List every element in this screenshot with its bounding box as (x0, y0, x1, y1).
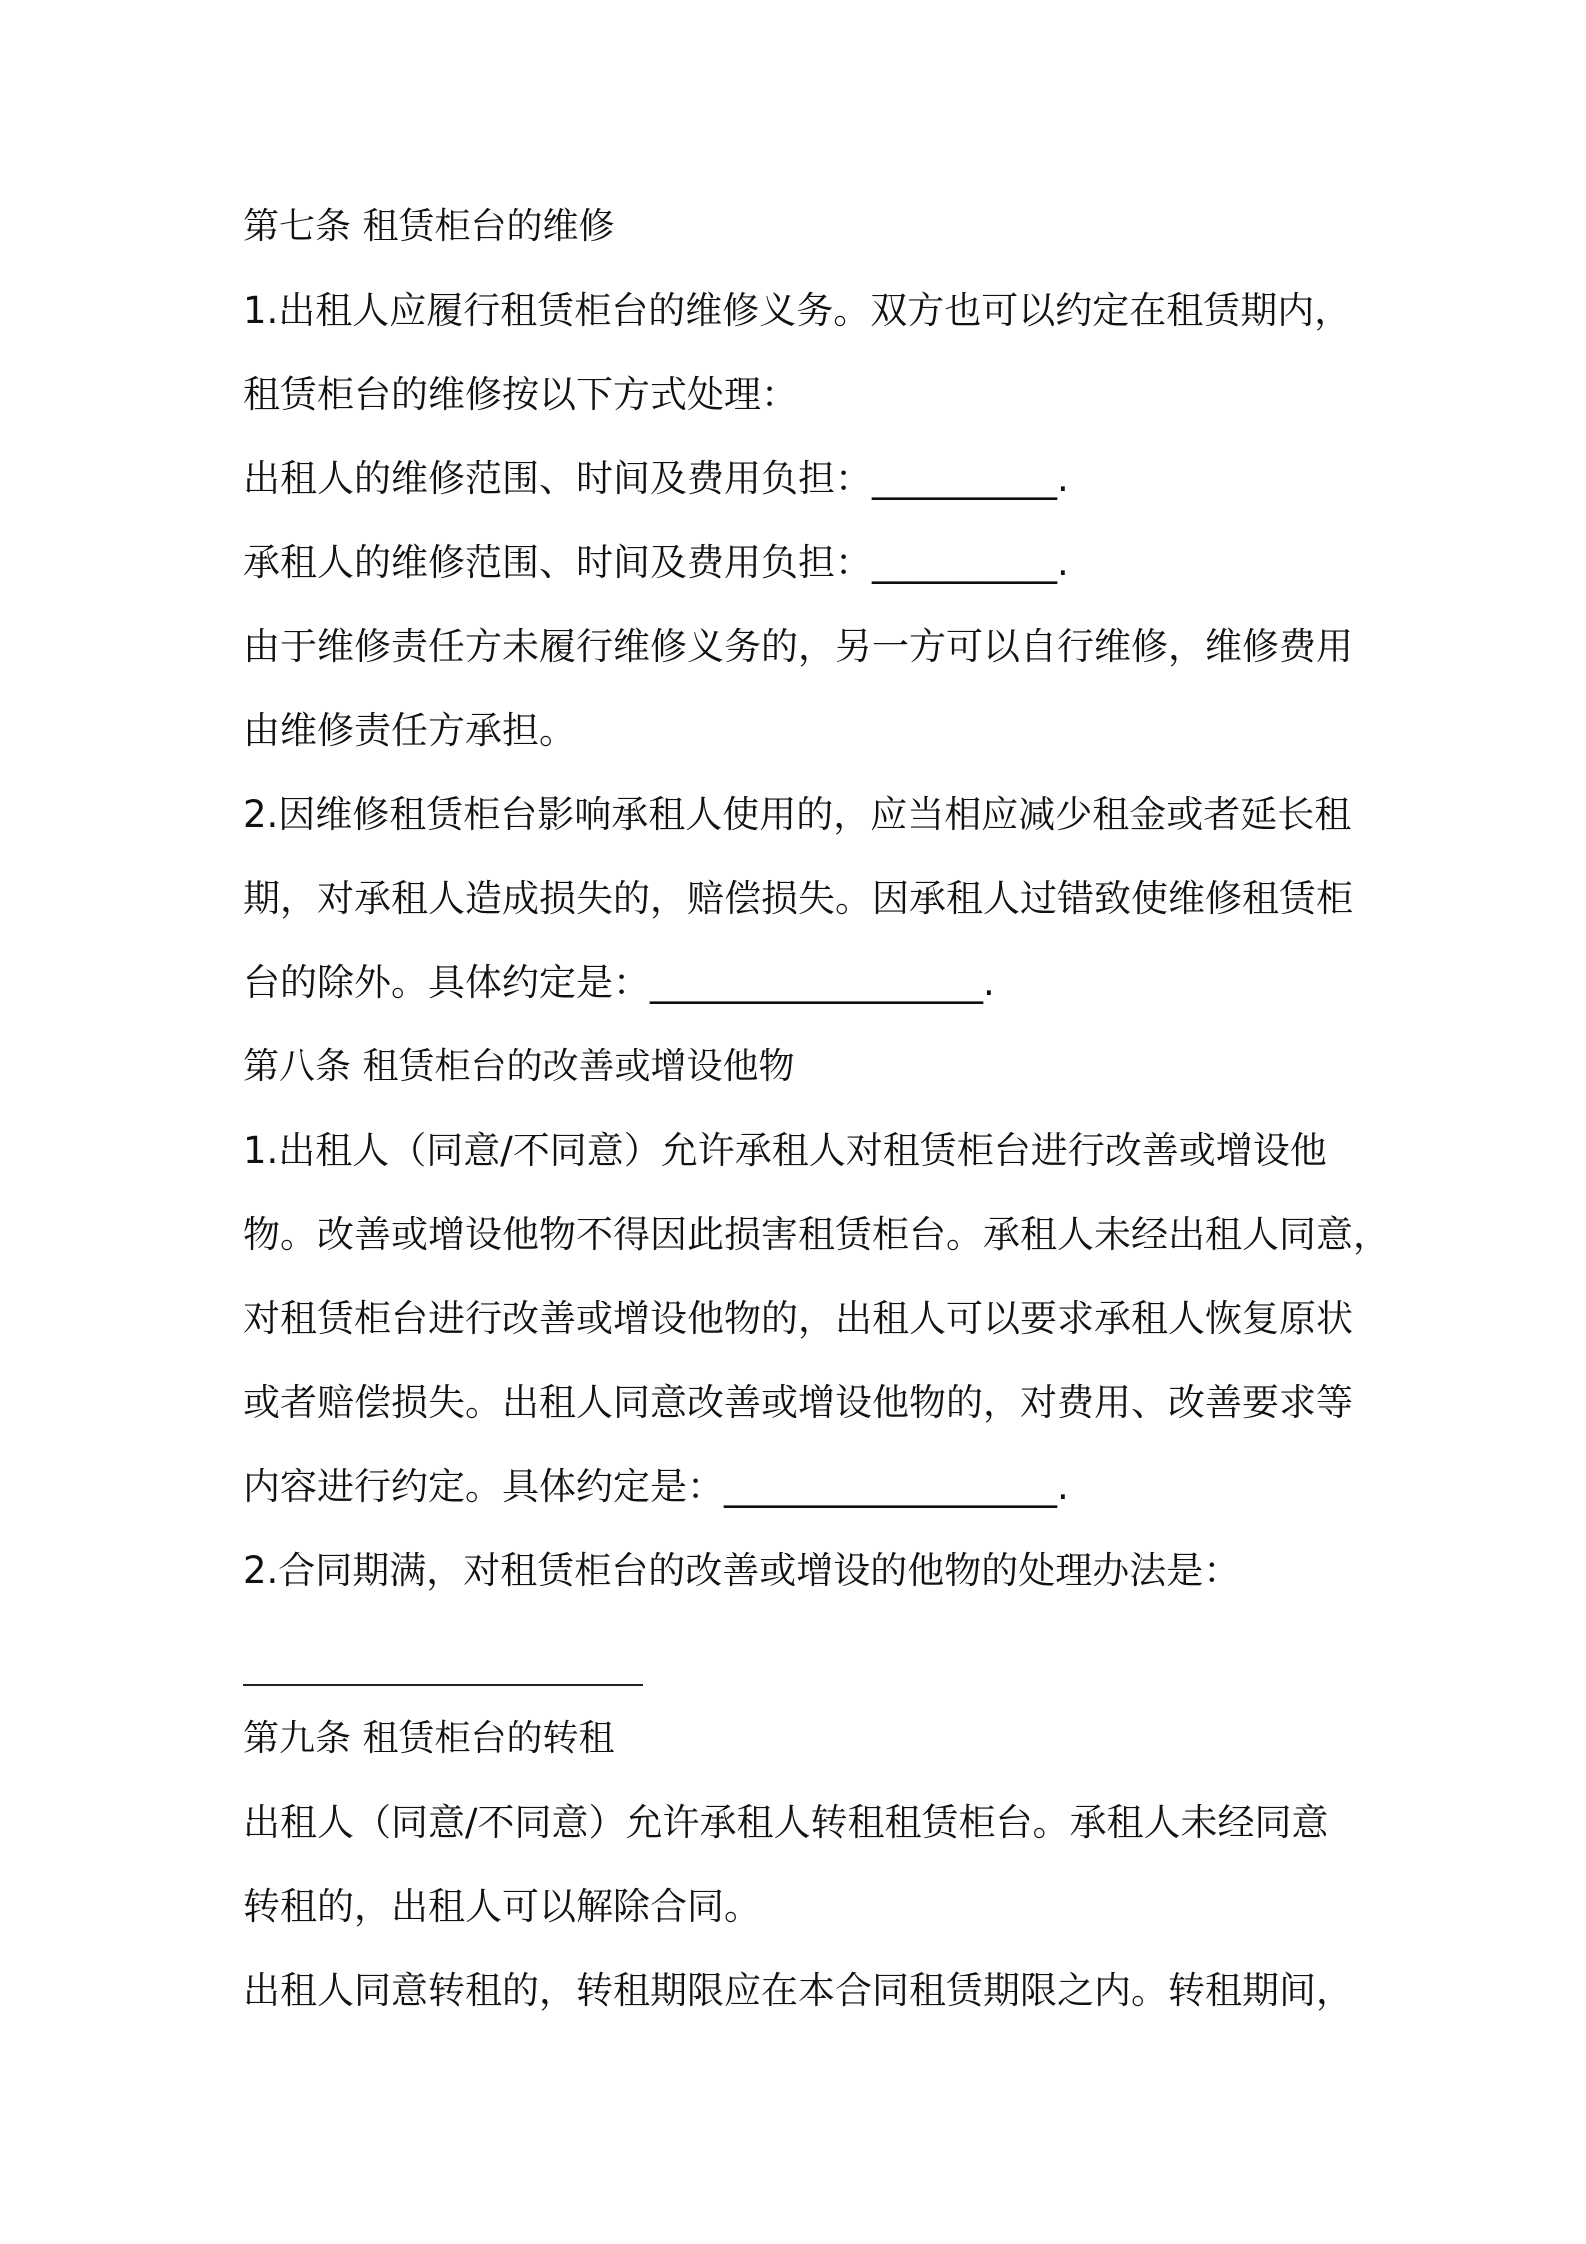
paragraph-line: 物。改善或增设他物不得因此损害租赁柜台。承租人未经出租人同意， (243, 1213, 1390, 1256)
paragraph-line: 出租人（同意/不同意）允许承租人转租租赁柜台。承租人未经同意 (243, 1801, 1329, 1844)
fill-in-line: 台的除外。具体约定是：__________________. (243, 961, 995, 1004)
fill-in-line: 承租人的维修范围、时间及费用负担：__________. (243, 541, 1069, 584)
paragraph-line: 2.合同期满，对租赁柜台的改善或增设的他物的处理办法是： (243, 1549, 1241, 1592)
fill-in-line: 内容进行约定。具体约定是：__________________. (243, 1465, 1069, 1508)
paragraph-line: 1.出租人（同意/不同意）允许承租人对租赁柜台进行改善或增设他 (243, 1129, 1327, 1172)
paragraph-line: 2.因维修租赁柜台影响承租人使用的，应当相应减少租金或者延长租 (243, 793, 1352, 836)
paragraph-line: 对租赁柜台进行改善或增设他物的，出租人可以要求承租人恢复原状 (243, 1297, 1353, 1340)
paragraph-line: 出租人同意转租的，转租期限应在本合同租赁期限之内。转租期间， (243, 1969, 1353, 2012)
article-9-heading: 第九条 租赁柜台的转租 (243, 1718, 615, 1759)
fill-in-line: 出租人的维修范围、时间及费用负担：__________. (243, 457, 1069, 500)
paragraph-line: 期，对承租人造成损失的，赔偿损失。因承租人过错致使维修租赁柜 (243, 877, 1353, 920)
blank-fill-line (243, 1684, 643, 1686)
paragraph-line: 由于维修责任方未履行维修义务的，另一方可以自行维修，维修费用 (243, 625, 1353, 668)
paragraph-line: 由维修责任方承担。 (243, 709, 576, 752)
article-7-heading: 第七条 租赁柜台的维修 (243, 206, 615, 247)
paragraph-line: 或者赔偿损失。出租人同意改善或增设他物的，对费用、改善要求等 (243, 1381, 1353, 1424)
paragraph-line: 租赁柜台的维修按以下方式处理： (243, 373, 798, 416)
article-8-heading: 第八条 租赁柜台的改善或增设他物 (243, 1046, 795, 1087)
paragraph-line: 1.出租人应履行租赁柜台的维修义务。双方也可以约定在租赁期内， (243, 289, 1352, 332)
paragraph-line: 转租的，出租人可以解除合同。 (243, 1885, 761, 1928)
